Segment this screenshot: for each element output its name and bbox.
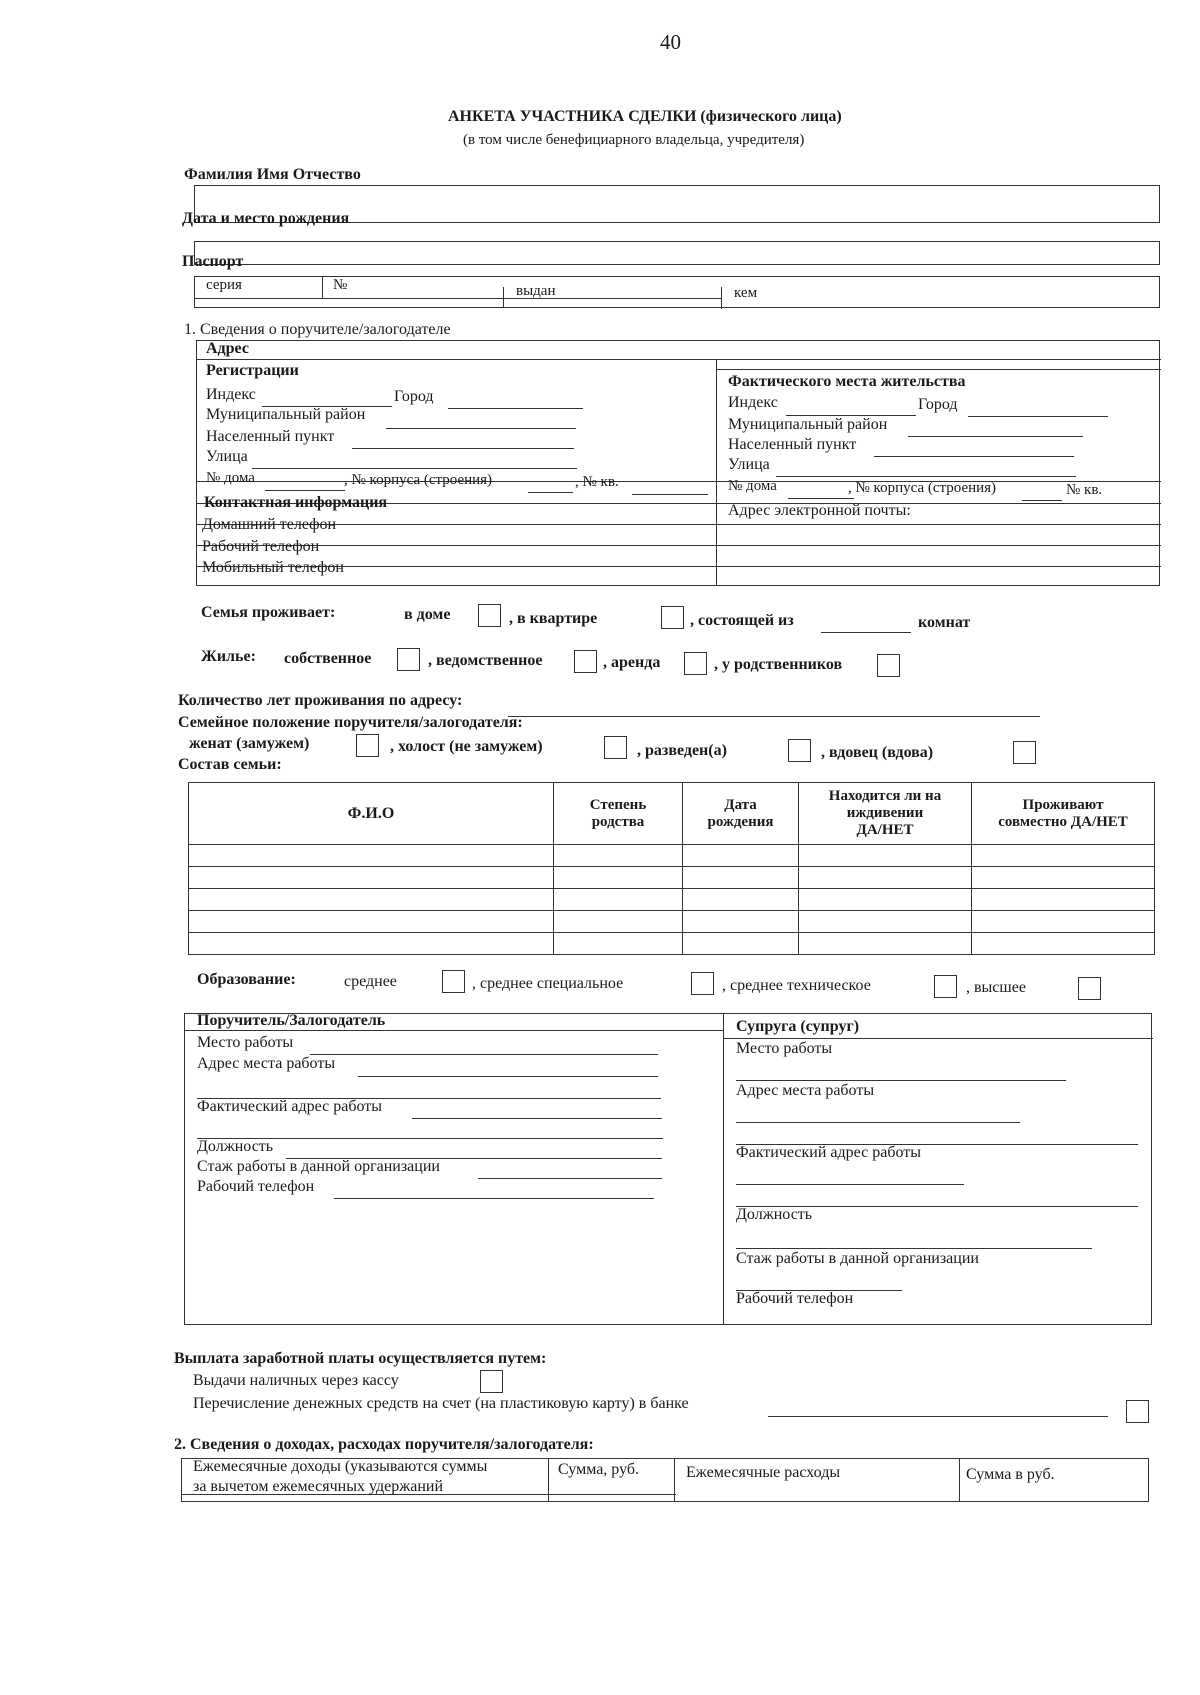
act-district-field[interactable]: [908, 436, 1083, 437]
act-building-field[interactable]: [1022, 500, 1062, 501]
registration-header: Регистрации: [206, 362, 299, 379]
g-position-label: Должность: [197, 1138, 274, 1155]
lives-flat-label: , в квартире: [509, 610, 598, 627]
family-table-label: Состав семьи:: [178, 756, 282, 773]
marital-widowed-checkbox[interactable]: [1013, 741, 1036, 764]
actual-address-header: Фактического места жительства: [728, 373, 966, 390]
reg-street-label: Улица: [206, 448, 248, 465]
s-position-field[interactable]: [736, 1248, 1092, 1249]
income-header-l2: за вычетом ежемесячных удержаний: [193, 1478, 444, 1495]
reg-district-label: Муниципальный район: [206, 406, 366, 423]
salary-card-label: Перечисление денежных средств на счет (на пластиковую карту) в банке: [193, 1395, 689, 1412]
col-birthdate: [683, 783, 799, 845]
s-actual-address-field[interactable]: [736, 1184, 964, 1185]
lives-consisting-label: , состоящей из: [690, 612, 794, 629]
family-row: [189, 933, 1155, 955]
g-work-address-field[interactable]: [358, 1076, 658, 1077]
expenses-header: Ежемесячные расходы: [686, 1464, 841, 1481]
family-cell[interactable]: [799, 933, 972, 955]
reg-locality-label: Населенный пункт: [206, 428, 335, 445]
reg-house-label: № дома: [206, 470, 255, 486]
col-fio: [189, 783, 554, 845]
s-work-address-label: Адрес места работы: [736, 1082, 875, 1099]
passport-by[interactable]: кем: [734, 285, 758, 301]
passport-series[interactable]: серия: [206, 277, 242, 293]
col-birthdate-l1: Дата: [724, 796, 757, 813]
housing-relatives-checkbox[interactable]: [877, 654, 900, 677]
g-experience-field[interactable]: [478, 1178, 662, 1179]
passport-issued[interactable]: выдан: [516, 283, 556, 299]
marital-divorced-label: , разведен(а): [637, 742, 727, 759]
home-phone-label: Домашний телефон: [202, 516, 337, 533]
edu-higher-checkbox[interactable]: [1078, 977, 1101, 1000]
act-locality-label: Населенный пункт: [728, 436, 857, 453]
lives-flat-checkbox[interactable]: [661, 606, 684, 629]
reg-district-field[interactable]: [386, 428, 576, 429]
family-cell[interactable]: [189, 933, 554, 955]
housing-own-label: собственное: [284, 650, 372, 667]
col-relation-l1: Степень: [589, 796, 647, 813]
family-cell[interactable]: [683, 889, 799, 911]
family-cell[interactable]: [554, 911, 683, 933]
housing-departmental-label: , ведомственное: [428, 652, 543, 669]
contacts-header: Контактная информация: [204, 494, 388, 511]
family-cell[interactable]: [683, 845, 799, 867]
rooms-count-field[interactable]: [821, 632, 911, 633]
act-apt-label: № кв.: [1066, 482, 1103, 498]
family-cell[interactable]: [683, 933, 799, 955]
col-cohabit-l2: совместно ДА/НЕТ: [998, 813, 1128, 830]
family-cell[interactable]: [972, 933, 1155, 955]
marital-married-label: женат (замужем): [189, 735, 310, 752]
salary-cash-checkbox[interactable]: [480, 1370, 503, 1393]
section2-title: 2. Сведения о доходах, расходах поручителя/залогодателя:: [174, 1436, 594, 1453]
act-house-label: № дома: [728, 478, 777, 494]
reg-locality-field[interactable]: [352, 448, 574, 449]
act-building-label: , № корпуса (строения): [848, 480, 997, 496]
g-work-phone-field[interactable]: [334, 1198, 654, 1199]
col-relation: [554, 783, 683, 845]
s-experience-label: Стаж работы в данной организации: [736, 1250, 979, 1267]
g-experience-label: Стаж работы в данной организации: [197, 1158, 440, 1175]
rooms-label: комнат: [918, 614, 971, 631]
act-index-label: Индекс: [728, 394, 778, 411]
email-label: Адрес электронной почты:: [728, 502, 911, 519]
spouse-header: Супруга (супруг): [736, 1018, 860, 1035]
work-phone-label: Рабочий телефон: [202, 538, 320, 555]
family-cell[interactable]: [554, 867, 683, 889]
act-district-label: Муниципальный район: [728, 416, 888, 433]
family-cell[interactable]: [972, 845, 1155, 867]
reg-apt-field[interactable]: [632, 494, 708, 495]
family-cell[interactable]: [189, 889, 554, 911]
family-row: [189, 911, 1155, 933]
edu-secondary-checkbox[interactable]: [442, 970, 465, 993]
form-title: АНКЕТА УЧАСТНИКА СДЕЛКИ (физического лица): [448, 108, 842, 125]
form-subtitle: (в том числе бенефициарного владельца, учредителя): [463, 132, 805, 148]
g-work-address-label: Адрес места работы: [197, 1055, 336, 1072]
family-cell[interactable]: [554, 889, 683, 911]
family-cell[interactable]: [554, 845, 683, 867]
lives-house-checkbox[interactable]: [478, 604, 501, 627]
reg-building-label: , № корпуса (строения): [344, 472, 493, 488]
reg-house-field[interactable]: [265, 490, 345, 491]
family-cell[interactable]: [972, 889, 1155, 911]
salary-header: Выплата заработной платы осуществляется путем:: [174, 1350, 547, 1367]
education-label: Образование:: [197, 971, 296, 988]
family-cell[interactable]: [554, 933, 683, 955]
family-cell[interactable]: [683, 867, 799, 889]
family-row: [189, 867, 1155, 889]
housing-rent-label: , аренда: [603, 654, 661, 671]
s-workplace-field[interactable]: [736, 1080, 1066, 1081]
s-workplace-label: Место работы: [736, 1040, 833, 1057]
guarantor-header: Поручитель/Залогодатель: [197, 1012, 386, 1029]
family-cell[interactable]: [799, 867, 972, 889]
housing-departmental-checkbox[interactable]: [574, 650, 597, 673]
edu-technical-checkbox[interactable]: [934, 975, 957, 998]
salary-bank-field[interactable]: [768, 1416, 1108, 1417]
act-house-field[interactable]: [788, 498, 854, 499]
col-dependent-l3: ДА/НЕТ: [856, 822, 914, 838]
salary-card-checkbox[interactable]: [1126, 1400, 1149, 1423]
act-city-label: Город: [918, 396, 958, 413]
edu-specialized-checkbox[interactable]: [691, 972, 714, 995]
years-label: Количество лет проживания по адресу:: [178, 692, 463, 709]
edu-secondary-label: среднее: [344, 973, 397, 990]
reg-index-label: Индекс: [206, 386, 256, 403]
housing-rent-checkbox[interactable]: [684, 652, 707, 675]
family-cell[interactable]: [189, 867, 554, 889]
family-row: [189, 845, 1155, 867]
family-cell[interactable]: [972, 911, 1155, 933]
reg-city-field[interactable]: [448, 408, 583, 409]
marital-single-checkbox[interactable]: [604, 736, 627, 759]
edu-higher-label: , высшее: [966, 979, 1026, 996]
act-locality-field[interactable]: [874, 456, 1074, 457]
g-actual-address-field[interactable]: [412, 1118, 662, 1119]
col-birthdate-l2: рождения: [707, 813, 774, 830]
birth-field[interactable]: [194, 241, 1160, 265]
col-fio-label: Ф.И.О: [347, 804, 395, 822]
reg-street-field[interactable]: [252, 468, 577, 469]
act-street-field[interactable]: [776, 476, 1076, 477]
col-relation-l2: родства: [591, 813, 645, 830]
g-workplace-field[interactable]: [310, 1054, 658, 1055]
marital-married-checkbox[interactable]: [356, 734, 379, 757]
salary-cash-label: Выдачи наличных через кассу: [193, 1372, 399, 1389]
s-actual-address-label: Фактический адрес работы: [736, 1144, 922, 1161]
page-number: 40: [660, 30, 681, 54]
family-table: [188, 782, 1155, 955]
family-cell[interactable]: [799, 889, 972, 911]
col-cohabit-l1: Проживают: [1022, 796, 1104, 813]
expenses-sum-header: Сумма в руб.: [966, 1466, 1055, 1483]
col-dependent: [799, 783, 972, 845]
housing-label: Жилье:: [201, 648, 256, 665]
act-city-field[interactable]: [968, 416, 1108, 417]
housing-relatives-label: , у родственников: [714, 656, 843, 673]
s-position-label: Должность: [736, 1206, 813, 1223]
family-cell[interactable]: [189, 845, 554, 867]
marital-label: Семейное положение поручителя/залогодателя:: [178, 714, 523, 731]
g-workplace-label: Место работы: [197, 1034, 294, 1051]
lives-house-label: в доме: [404, 606, 451, 623]
marital-single-label: , холост (не замужем): [390, 738, 543, 755]
family-cell[interactable]: [799, 911, 972, 933]
s-work-phone-label: Рабочий телефон: [736, 1290, 854, 1307]
col-cohabit: [972, 783, 1155, 845]
mobile-phone-label: Мобильный телефон: [202, 559, 344, 576]
birth-label: Дата и место рождения: [182, 210, 350, 227]
family-row: [189, 889, 1155, 911]
address-table: [196, 340, 1160, 586]
g-work-phone-label: Рабочий телефон: [197, 1178, 315, 1195]
passport-number[interactable]: №: [333, 277, 348, 293]
reg-building-field[interactable]: [528, 492, 573, 493]
section1-title: 1. Сведения о поручителе/залогодателе: [184, 321, 451, 338]
family-cell[interactable]: [799, 845, 972, 867]
s-work-address-field[interactable]: [736, 1122, 1020, 1123]
income-header-l1: Ежемесячные доходы (указываются суммы: [193, 1458, 488, 1475]
edu-specialized-label: , среднее специальное: [472, 975, 624, 992]
housing-own-checkbox[interactable]: [397, 648, 420, 671]
fio-label: Фамилия Имя Отчество: [184, 166, 361, 183]
reg-city-label: Город: [394, 388, 434, 405]
g-actual-address-label: Фактический адрес работы: [197, 1098, 383, 1115]
family-cell[interactable]: [972, 867, 1155, 889]
reg-apt-label: , № кв.: [575, 474, 619, 490]
address-header: Адрес: [206, 340, 249, 357]
marital-divorced-checkbox[interactable]: [788, 739, 811, 762]
col-dependent-l1: Находится ли на: [828, 788, 942, 804]
income-sum-header: Сумма, руб.: [558, 1461, 640, 1478]
family-cell[interactable]: [189, 911, 554, 933]
years-field[interactable]: [508, 716, 1040, 717]
family-lives-label: Семья проживает:: [201, 604, 336, 621]
marital-widowed-label: , вдовец (вдова): [821, 744, 934, 761]
passport-label: Паспорт: [182, 253, 244, 270]
act-street-label: Улица: [728, 456, 770, 473]
edu-technical-label: , среднее техническое: [722, 977, 871, 994]
col-dependent-l2: иждивении: [846, 805, 924, 821]
family-cell[interactable]: [683, 911, 799, 933]
